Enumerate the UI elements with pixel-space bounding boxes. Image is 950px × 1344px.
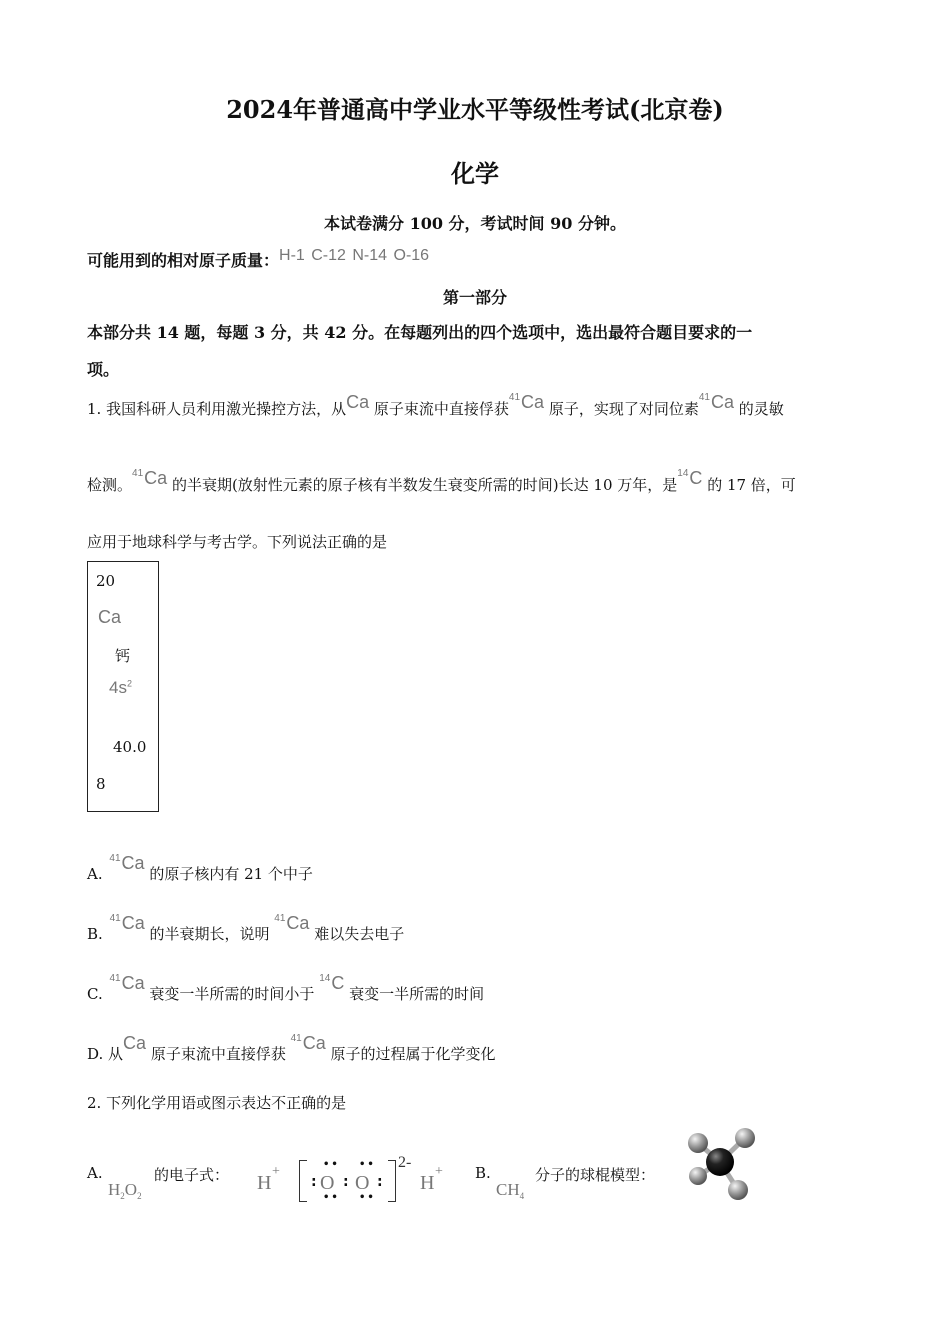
hydrogen-atom — [735, 1128, 755, 1148]
atomic-mass-values: H-1 C-12 N-14 O-16 — [279, 247, 430, 264]
option-text: 衰变一半所需的时间小于 — [149, 985, 315, 1003]
ca41-isotope: $^{41}$Ca — [274, 913, 310, 933]
lewis-h-right: H — [420, 1172, 435, 1194]
subject-title: 化学 — [451, 159, 499, 188]
q1-text: 的 17 倍，可 — [707, 476, 796, 494]
q1-option-a[interactable] — [87, 853, 313, 884]
atomic-mass: 40.0 — [113, 738, 147, 756]
exam-title: 2024年普通高中学业水平等级性考试(北京卷) — [226, 95, 724, 124]
lewis-o-1: O — [320, 1172, 335, 1194]
ch4-formula: $CH_4$ — [496, 1180, 525, 1201]
option-text: 原子的过程属于化学变化 — [330, 1045, 496, 1063]
hydrogen-atom — [688, 1133, 708, 1153]
h2o2-formula: $H_2O_2$ — [108, 1180, 142, 1201]
lewis-pair-top: •• — [323, 1159, 340, 1170]
q1-option-d[interactable] — [87, 1033, 496, 1064]
q1-text: 原子，实现了对同位素 — [548, 400, 699, 418]
option-text: 的原子核内有 21 个中子 — [149, 865, 313, 883]
element-symbol: Ca — [98, 607, 122, 627]
q1-line-2 — [87, 468, 796, 495]
lewis-plus-left: + — [272, 1164, 280, 1179]
lewis-bracket-left — [299, 1160, 307, 1202]
option-label: C. — [87, 985, 103, 1003]
lewis-o-2: O — [355, 1172, 370, 1194]
ca41-isotope: $^{41}$Ca — [290, 1033, 326, 1053]
ch4-ball-stick-model — [682, 1124, 764, 1204]
option-text: 难以失去电子 — [314, 925, 405, 943]
option-label: B. — [87, 925, 103, 943]
q2-stem: 2. 下列化学用语或图示表达不正确的是 — [87, 1094, 347, 1112]
atomic-mass-label: 可能用到的相对原子质量： — [87, 251, 280, 270]
c14-isotope: $^{14}$C — [319, 973, 345, 993]
hydrogen-atom — [689, 1167, 707, 1185]
element-name: 钙 — [115, 647, 131, 665]
lewis-pair-bottom: •• — [359, 1192, 376, 1203]
c14-isotope: $^{14}$C — [677, 468, 703, 488]
q2-option-a-label[interactable]: A. — [87, 1164, 103, 1182]
ca41-isotope: $^{41}$Ca — [109, 913, 145, 933]
lewis-pair-bottom: •• — [323, 1192, 340, 1203]
exam-info: 本试卷满分 100 分，考试时间 90 分钟。 — [324, 214, 626, 233]
lewis-plus-right: + — [435, 1164, 443, 1179]
lewis-pair-colon: : — [311, 1174, 317, 1190]
atomic-number: 20 — [96, 572, 116, 590]
q1-option-c[interactable] — [87, 973, 485, 1004]
ca41-isotope: $^{41}$Ca — [109, 853, 145, 873]
electron-config: $4s^2$ — [109, 678, 132, 697]
lewis-pair-top: •• — [359, 1159, 376, 1170]
lewis-pair-colon: : — [377, 1174, 383, 1190]
ca41-isotope: $^{41}$Ca — [508, 392, 545, 412]
part-instructions-1: 本部分共 14 题，每题 3 分，共 42 分。在每题列出的四个选项中，选出最符合题目要求的一 — [87, 323, 753, 342]
q1-option-b[interactable] — [87, 913, 405, 944]
element-box-calcium — [87, 561, 159, 812]
q2-option-b-text: 分子的球棍模型： — [535, 1166, 656, 1184]
q2-option-b-label[interactable]: B. — [475, 1164, 491, 1182]
ca41-isotope: $^{41}$Ca — [132, 468, 168, 488]
option-text: 的半衰期长，说明 — [149, 925, 270, 943]
q1-line-1 — [87, 392, 784, 419]
q1-line-3: 应用于地球科学与考古学。下列说法正确的是 — [87, 533, 388, 551]
part-instructions-2: 项。 — [87, 360, 120, 379]
q1-text: 的灵敏 — [738, 400, 784, 418]
q1-text: 原子束流中直接俘获 — [373, 400, 509, 418]
part-title: 第一部分 — [442, 288, 507, 307]
lewis-charge: 2- — [398, 1154, 412, 1171]
lewis-bond-pair: : — [343, 1174, 349, 1190]
carbon-atom — [706, 1148, 734, 1176]
lewis-h-left: H — [257, 1172, 272, 1194]
q2-option-a-text: 的电子式： — [154, 1166, 230, 1184]
option-text: 衰变一半所需的时间 — [349, 985, 485, 1003]
h2o2-electron-formula — [255, 1154, 455, 1204]
option-label: D. 从 — [87, 1045, 124, 1063]
ca41-isotope: $^{41}$Ca — [698, 392, 734, 412]
option-text: 原子束流中直接俘获 — [150, 1045, 286, 1063]
hydrogen-atom — [728, 1180, 748, 1200]
ca-symbol: Ca — [346, 392, 370, 412]
q1-text: 的半衰期(放射性元素的原子核有半数发生衰变所需的时间)长达 10 万年，是 — [171, 476, 678, 494]
q1-text: 检测。 — [87, 476, 133, 494]
option-label: A. — [87, 865, 103, 883]
q1-text: 1. 我国科研人员利用激光操控方法，从 — [87, 400, 347, 418]
atomic-mass-tail: 8 — [96, 775, 106, 793]
atomic-mass-line — [87, 248, 429, 271]
ca-symbol: Ca — [123, 1033, 147, 1053]
ca41-isotope: $^{41}$Ca — [109, 973, 145, 993]
lewis-bracket-right — [388, 1160, 396, 1202]
